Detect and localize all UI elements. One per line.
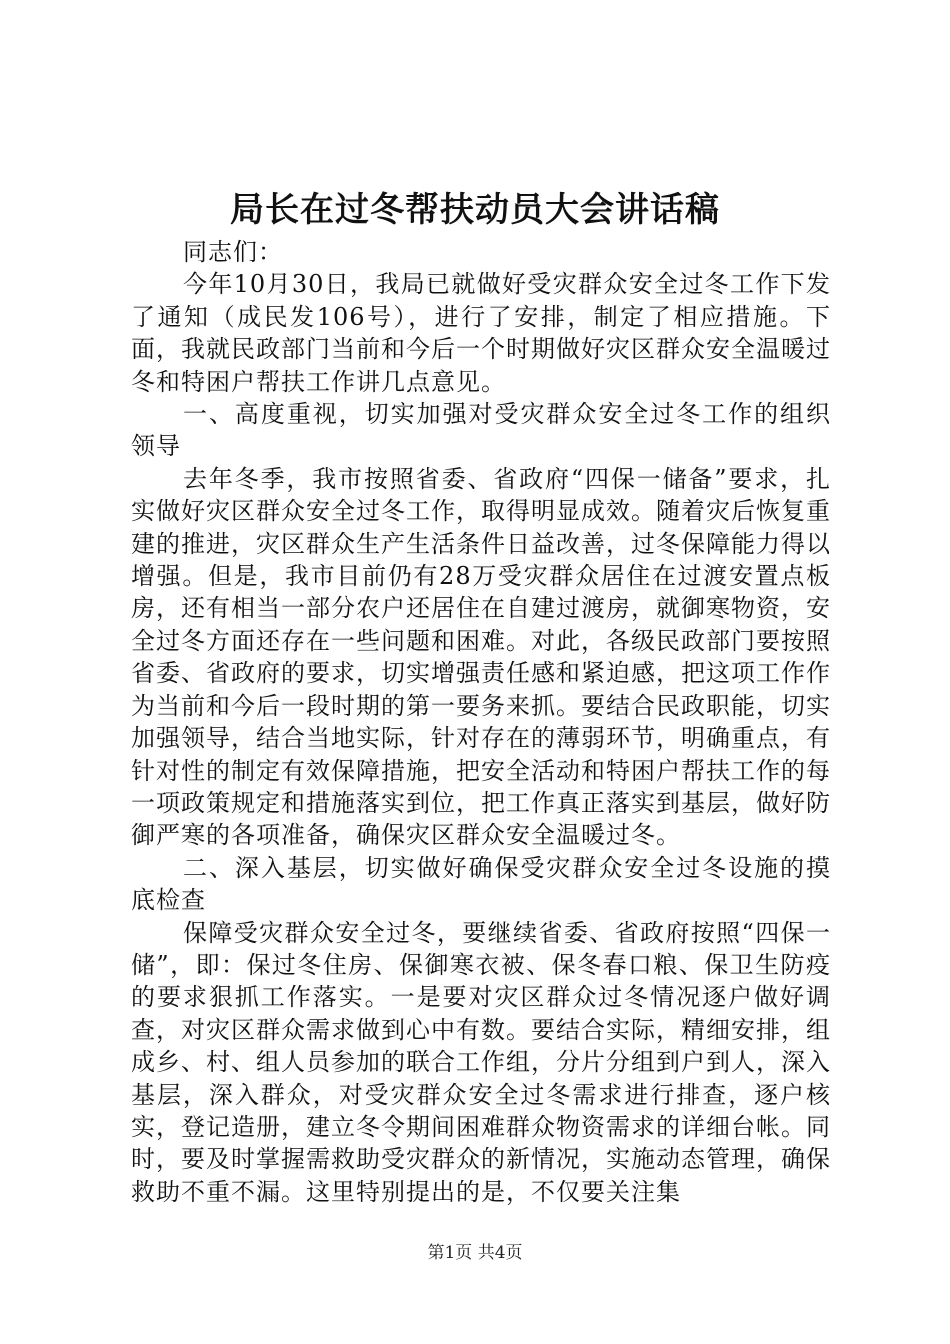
document-title: 局长在过冬帮扶动员大会讲话稿: [230, 190, 720, 230]
section-heading-2: 二、深入基层，切实做好确保受灾群众安全过冬设施的摸底检查: [131, 853, 831, 915]
paragraph-section-1: 去年冬季，我市按照省委、省政府“四保一储备”要求，扎实做好灾区群众安全过冬工作，取得明显成效。随着灾后恢复重建的推进，灾区群众生产生活条件日益改善，过冬保障能力得以增强。但是，我市目前仍有28万受灾群众居住在过渡安置点板房，还有相当一部分农户还居住在自建过渡房，就御寒物资，安全过冬方面还存在一些问题和困难。对此，各级民政部门要按照省委、省政府的要求，切实增强责任感和紧迫感，把这项工作作为当前和今后一段时期的第一要务来抓。要结合民政职能，切实加强领导，结合当地实际，针对存在的薄弱环节，明确重点，有针对性的制定有效保障措施，把安全活动和特困户帮扶工作的每一项政策规定和措施落实到位，把工作真正落实到基层，做好防御严寒的各项准备，确保灾区群众安全温暖过冬。: [131, 464, 831, 850]
document-body: [131, 236, 831, 1208]
salutation: 同志们：: [183, 238, 283, 266]
paragraph-section-2: 保障受灾群众安全过冬，要继续省委、省政府按照“四保一储”，即：保过冬住房、保御寒衣被、保冬春口粮、保卫生防疫的要求狠抓工作落实。一是要对灾区群众过冬情况逐户做好调查，对灾区群众需求做到心中有数。要结合实际，精细安排，组成乡、村、组人员参加的联合工作组，分片分组到户到人，深入基层，深入群众，对受灾群众安全过冬需求进行排查，逐户核实，登记造册，建立冬令期间困难群众物资需求的详细台帐。同时，要及时掌握需救助受灾群众的新情况，实施动态管理，确保救助不重不漏。这里特别提出的是，不仅要关注集: [131, 918, 831, 1206]
section-heading-1: 一、高度重视，切实加强对受灾群众安全过冬工作的组织领导: [131, 400, 831, 461]
page-number-footer: 第1页 共4页: [427, 1243, 523, 1263]
paragraph-intro: 今年10月30日，我局已就做好受灾群众安全过冬工作下发了通知（成民发106号），进行了安排，制定了相应措施。下面，我就民政部门当前和今后一个时期做好灾区群众安全温暖过冬和特困户帮扶工作讲几点意见。: [131, 270, 831, 396]
